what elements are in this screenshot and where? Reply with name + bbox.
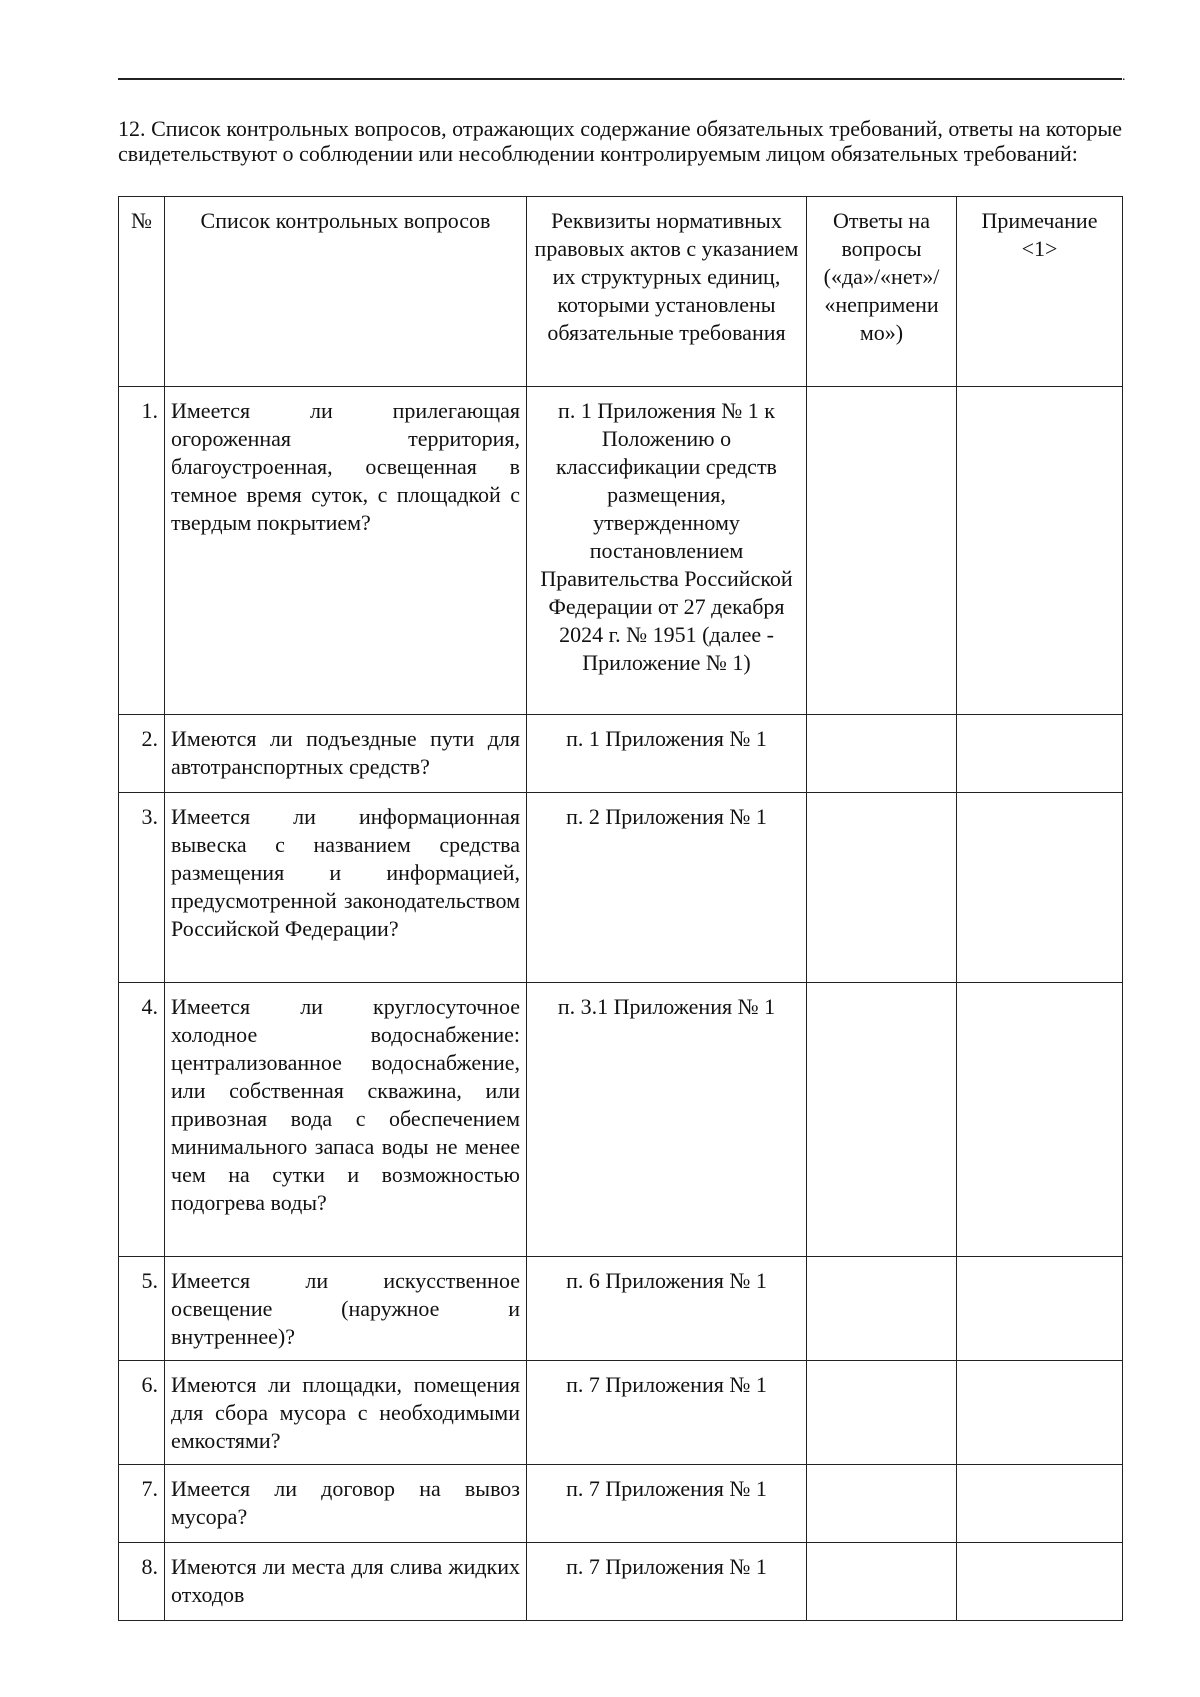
row-answer-cell (807, 793, 957, 983)
row-question: Имеется ли прилегающая огороженная территория, благоустроенная, освещенная в темное время суток, с площадкой с твердым покрытием? (165, 387, 527, 715)
row-note-cell (957, 1361, 1123, 1465)
row-number: 7. (119, 1465, 165, 1543)
row-question: Имеется ли информационная вывеска с названием средства размещения и информацией, предусмотренной законодательством Российской Федерации? (165, 793, 527, 983)
row-answer-cell (807, 1543, 957, 1621)
row-number: 8. (119, 1543, 165, 1621)
row-note-cell (957, 793, 1123, 983)
row-note-cell (957, 1543, 1123, 1621)
row-question: Имеется ли круглосуточное холодное водоснабжение: централизованное водоснабжение, или собственная скважина, или привозная вода с обеспечением минимального запаса воды не менее чем на сутки и возможностью подогрева воды? (165, 983, 527, 1257)
table-row (119, 1361, 1123, 1465)
row-requisites: п. 7 Приложения № 1 (527, 1543, 807, 1621)
row-answer-cell (807, 983, 957, 1257)
table-row (119, 983, 1123, 1257)
row-answer-cell (807, 387, 957, 715)
table-row (119, 1465, 1123, 1543)
table-row (119, 1257, 1123, 1361)
row-answer-cell (807, 1465, 957, 1543)
checklist-table (118, 196, 1123, 1621)
row-requisites: п. 2 Приложения № 1 (527, 793, 807, 983)
row-requisites: п. 6 Приложения № 1 (527, 1257, 807, 1361)
row-answer-cell (807, 1257, 957, 1361)
row-note-cell (957, 387, 1123, 715)
table-header-row (119, 197, 1123, 387)
row-requisites: п. 1 Приложения № 1 (527, 715, 807, 793)
table-row (119, 387, 1123, 715)
row-question: Имеется ли договор на вывоз мусора? (165, 1465, 527, 1543)
row-number: 5. (119, 1257, 165, 1361)
row-number: 6. (119, 1361, 165, 1465)
row-note-cell (957, 1257, 1123, 1361)
row-answer-cell (807, 1361, 957, 1465)
header-question: Список контрольных вопросов (165, 197, 527, 387)
row-note-cell (957, 1465, 1123, 1543)
top-rule (118, 78, 1122, 80)
row-requisites: п. 3.1 Приложения № 1 (527, 983, 807, 1257)
header-answers: Ответы на вопросы («да»/«нет»/ «непримени мо») (807, 197, 957, 387)
table-row (119, 1543, 1123, 1621)
row-number: 2. (119, 715, 165, 793)
row-requisites: п. 1 Приложения № 1 к Положению о классификации средств размещения, утвержденному постановлением Правительства Российской Федерации от 27 декабря 2024 г. № 1951 (далее - Приложение № 1) (527, 387, 807, 715)
row-question: Имеются ли площадки, помещения для сбора мусора с необходимыми емкостями? (165, 1361, 527, 1465)
row-note-cell (957, 983, 1123, 1257)
row-question: Имеется ли искусственное освещение (наружное и внутреннее)? (165, 1257, 527, 1361)
header-note: Примечание <1> (957, 197, 1123, 387)
row-requisites: п. 7 Приложения № 1 (527, 1465, 807, 1543)
header-num: № (119, 197, 165, 387)
row-question: Имеются ли подъездные пути для автотранспортных средств? (165, 715, 527, 793)
top-dot: . (1122, 69, 1126, 84)
row-number: 4. (119, 983, 165, 1257)
table-row (119, 793, 1123, 983)
intro-paragraph: 12. Список контрольных вопросов, отражающих содержание обязательных требований, ответы на которые свидетельствуют о соблюдении или несоблюдении контролируемым лицом обязательных требований: (118, 116, 1122, 166)
table-row (119, 715, 1123, 793)
row-number: 1. (119, 387, 165, 715)
row-question: Имеются ли места для слива жидких отходов (165, 1543, 527, 1621)
row-note-cell (957, 715, 1123, 793)
header-requisites: Реквизиты нормативных правовых актов с указанием их структурных единиц, которыми установлены обязательные требования (527, 197, 807, 387)
row-requisites: п. 7 Приложения № 1 (527, 1361, 807, 1465)
row-number: 3. (119, 793, 165, 983)
row-answer-cell (807, 715, 957, 793)
